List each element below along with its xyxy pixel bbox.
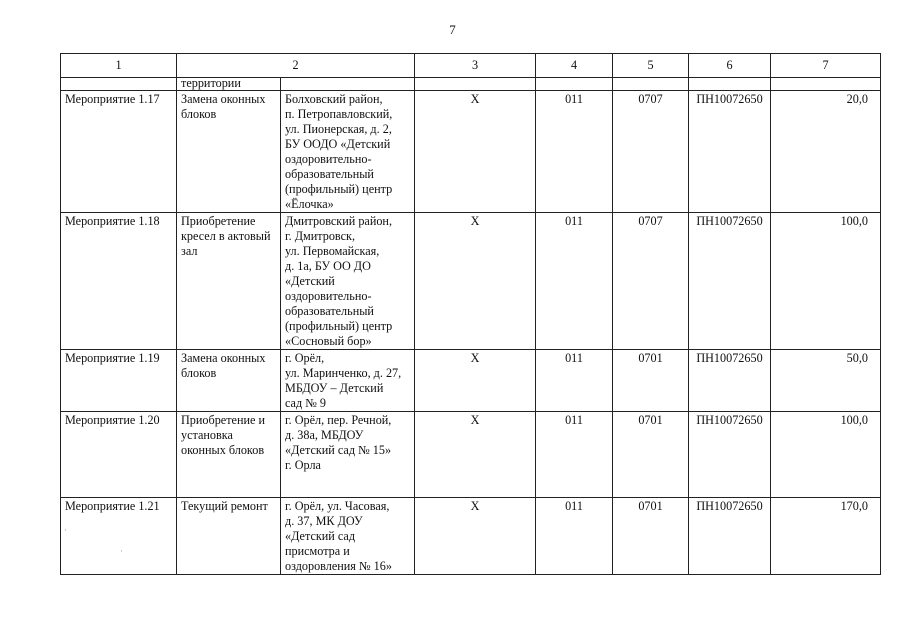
name-text: Замена оконных блоков — [181, 351, 266, 380]
col3-cell: X — [415, 350, 536, 412]
col4-cell: 011 — [536, 350, 613, 412]
page-number: 7 — [449, 22, 456, 37]
event-cell: Мероприятие 1.17 — [61, 91, 177, 213]
event-cell: Мероприятие 1.21 — [61, 498, 177, 575]
col6-cell: ПН10072650 — [689, 498, 771, 575]
continuation-cell-1 — [61, 78, 177, 91]
continuation-row — [61, 78, 881, 91]
budget-table — [60, 53, 881, 575]
scan-speck: · — [64, 526, 67, 536]
col5-cell: 0707 — [613, 213, 689, 350]
scan-speck: · — [120, 547, 123, 557]
col3-cell: X — [415, 213, 536, 350]
table-row — [61, 213, 881, 350]
col5-cell: 0701 — [613, 498, 689, 575]
header-col-7: 7 — [771, 54, 881, 78]
name-text: Текущий ремонт — [181, 499, 268, 513]
location-text: Дмитровский район, г. Дмитровск, ул. Первомайская, д. 1а, БУ ОО ДО «Детский оздоровительно- образовательный (профильный) центр «Сосновый бор» — [285, 214, 393, 348]
location-cell — [281, 91, 415, 213]
col4-cell: 011 — [536, 498, 613, 575]
col6-cell: ПН10072650 — [689, 350, 771, 412]
table-row — [61, 412, 881, 498]
location-text: г. Орёл, ул. Часовая, д. 37, МК ДОУ «Детский сад присмотра и оздоровления № 16» — [285, 499, 392, 573]
event-cell: Мероприятие 1.20 — [61, 412, 177, 498]
name-text: Замена оконных блоков — [181, 92, 266, 121]
col4-cell: 011 — [536, 91, 613, 213]
col5-cell: 0701 — [613, 350, 689, 412]
col7-cell: 50,0 — [771, 350, 881, 412]
header-col-3: 3 — [415, 54, 536, 78]
col6-cell: ПН10072650 — [689, 213, 771, 350]
continuation-cell-6 — [613, 78, 689, 91]
continuation-cell-3 — [281, 78, 415, 91]
continuation-cell-8 — [771, 78, 881, 91]
col7-cell: 100,0 — [771, 412, 881, 498]
name-cell — [177, 412, 281, 498]
table-row — [61, 498, 881, 575]
continuation-cell-7 — [689, 78, 771, 91]
header-col-6: 6 — [689, 54, 771, 78]
location-cell — [281, 412, 415, 498]
location-text: г. Орёл, пер. Речной, д. 38а, МБДОУ «Детский сад № 15» г. Орла — [285, 413, 392, 472]
col5-cell: 0701 — [613, 412, 689, 498]
continuation-cell-4 — [415, 78, 536, 91]
location-text: Болховский район, п. Петропавловский, ул. Пионерская, д. 2, БУ ООДО «Детский оздоровительно- образовательный (профильный) центр «Ёлочка» — [285, 92, 393, 211]
name-cell — [177, 350, 281, 412]
location-text: г. Орёл, ул. Маринченко, д. 27, МБДОУ – Детский сад № 9 — [285, 351, 402, 410]
col6-cell: ПН10072650 — [689, 412, 771, 498]
header-col-5: 5 — [613, 54, 689, 78]
col7-cell: 100,0 — [771, 213, 881, 350]
name-cell — [177, 498, 281, 575]
header-col-2: 2 — [177, 54, 415, 78]
name-text: Приобретение кресел в актовый зал — [181, 214, 271, 258]
col3-cell: X — [415, 91, 536, 213]
col4-cell: 011 — [536, 213, 613, 350]
col4-cell: 011 — [536, 412, 613, 498]
table-row — [61, 350, 881, 412]
event-cell: Мероприятие 1.18 — [61, 213, 177, 350]
location-cell — [281, 213, 415, 350]
col3-cell: X — [415, 498, 536, 575]
table-row — [61, 91, 881, 213]
continuation-cell-2: территории — [177, 78, 281, 91]
col7-cell: 170,0 — [771, 498, 881, 575]
name-cell — [177, 213, 281, 350]
name-text: Приобретение и установка оконных блоков — [181, 413, 265, 457]
table-header — [61, 54, 881, 78]
header-row — [61, 54, 881, 78]
col6-cell: ПН10072650 — [689, 91, 771, 213]
col5-cell: 0707 — [613, 91, 689, 213]
col3-cell: X — [415, 412, 536, 498]
col7-cell: 20,0 — [771, 91, 881, 213]
location-cell — [281, 498, 415, 575]
name-cell — [177, 91, 281, 213]
header-col-4: 4 — [536, 54, 613, 78]
event-cell: Мероприятие 1.19 — [61, 350, 177, 412]
header-col-1: 1 — [61, 54, 177, 78]
continuation-cell-5 — [536, 78, 613, 91]
location-cell — [281, 350, 415, 412]
